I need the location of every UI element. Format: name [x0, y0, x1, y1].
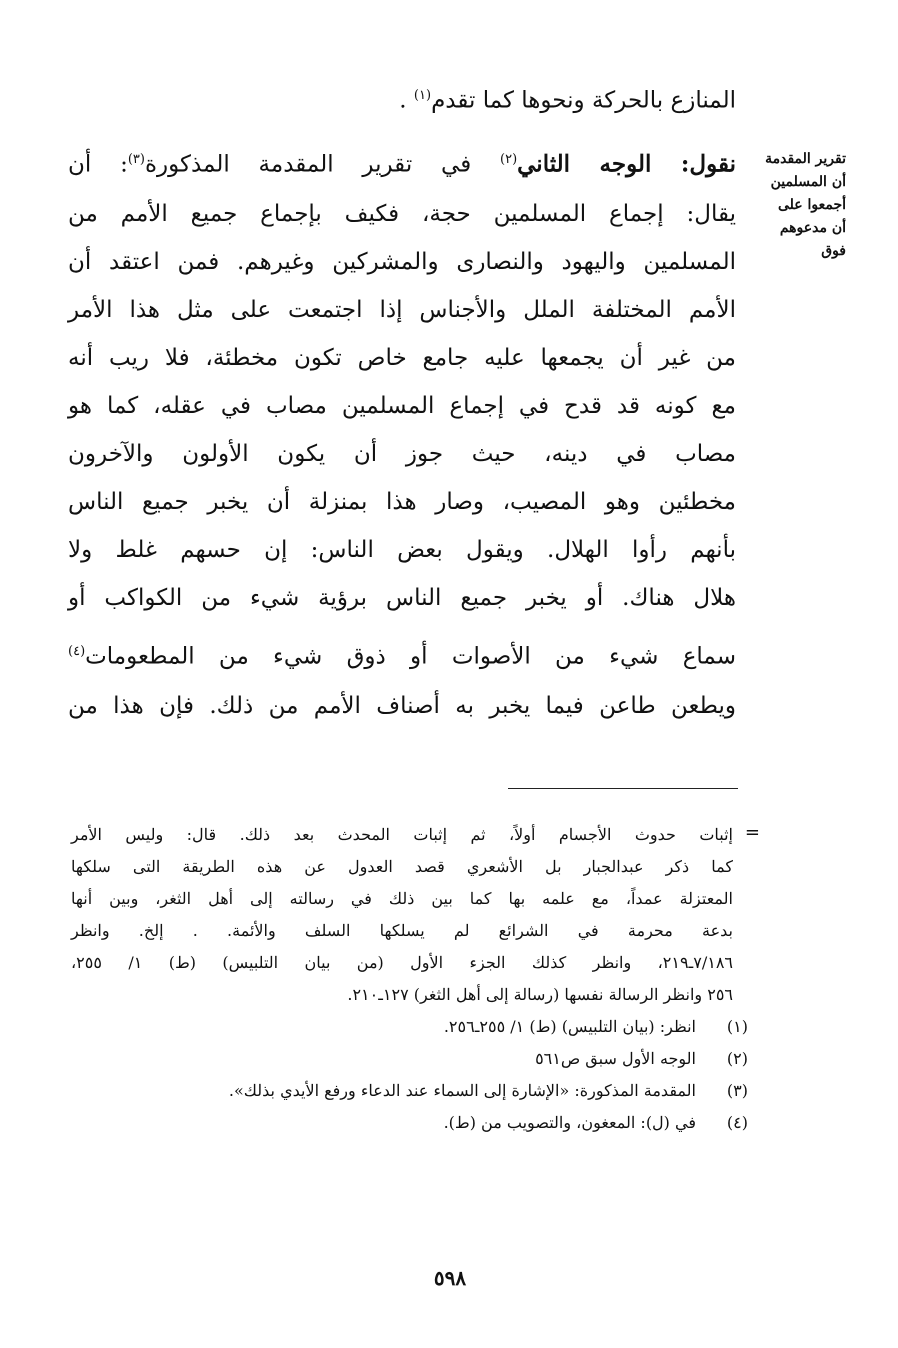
main-line-9: بأنهم رأوا الهلال. ويقول بعض الناس: إن حسهم غلط ولا	[68, 537, 736, 563]
footnote-cont-line-0: إثبات حدوث الأجسام أولاً، ثم إثبات المحدث بعد ذلك. قال: وليس الأمر	[71, 825, 733, 844]
main-line-4: الأمم المختلفة الملل والأجناس إذا اجتمعت على مثل هذا الأمر	[68, 297, 736, 323]
main-line-2: يقال: إجماع المسلمين حجة، فكيف بإجماع جميع الأمم من	[68, 201, 736, 227]
footnote-number: (٢)	[726, 1049, 748, 1068]
margin-note	[750, 148, 846, 263]
page-number: ٥٩٨	[433, 1266, 467, 1290]
footnote-ref-3: (٣)	[127, 152, 145, 167]
main-line-11: سماع شيء من الأصوات أو ذوق شيء من المطعومات$^{(٤)}$	[68, 643, 736, 670]
footnote-cont-line-3: بدعة محرمة في الشرائع لم يسلكها السلف والأئمة. . إلخ. وانظر	[71, 921, 733, 940]
footnote-text: انظر: (بيان التلبيس) (ط) ١/ ٢٥٥ـ٢٥٦.	[443, 1017, 696, 1036]
footnote-ref-2: (٢)	[500, 152, 518, 167]
footnote-number: (٣)	[726, 1081, 748, 1100]
footnote-number: (١)	[726, 1017, 748, 1036]
continuation-mark: =	[744, 822, 760, 843]
main-line-12: ويطعن طاعن فيما يخبر به أصناف الأمم من ذلك. فإن هذا من	[68, 693, 736, 719]
footnote-cont-line-4: ٧/١٨٦ـ٢١٩، وانظر كذلك الجزء الأول (من بيان التلبيس) (ط) ١/ ٢٥٥،	[71, 953, 733, 972]
margin-note-line: فوق	[821, 243, 846, 259]
footnote-ref-4: (٤)	[68, 644, 86, 659]
margin-note-line: تقرير المقدمة	[765, 151, 846, 167]
footnote-text: في (ل): المعغون، والتصويب من (ط).	[443, 1113, 696, 1132]
margin-note-line: أجمعوا على	[777, 197, 846, 213]
footnote-cont-line-2: المعتزلة عمداً، مع علمه بها كما بين ذلك في رسالته إلى أهل الثغر، وبين أنها	[71, 889, 733, 908]
footnote-ref-1: (١)	[413, 88, 432, 103]
main-line-10: هلال هناك. أو يخبر جميع الناس برؤية شيء من الكواكب أو	[68, 585, 736, 611]
footnote-cont-line-1: كما ذكر عبدالجبار بل الأشعري قصد العدول عن هذه الطريقة التى سلكها	[71, 857, 733, 876]
footnote-text: الوجه الأول سبق ص٥٦١	[535, 1049, 696, 1068]
footnote-cont-line-5: ٢٥٦ وانظر الرسالة نفسها (رسالة إلى أهل الثغر) ١٢٧ـ٢١٠.	[347, 985, 733, 1004]
main-line-0: المنازع بالحركة ونحوها كما تقدم$^{(١)}$ .	[399, 87, 736, 114]
main-line-1: نقول: الوجه الثاني$^{(٢)}$ في تقرير المقدمة المذكورة$^{(٣)}$: أن	[68, 150, 737, 178]
footnote-number: (٤)	[726, 1113, 748, 1132]
main-line-6: مع كونه قد قدح في إجماع المسلمين مصاب في عقله، كما هو	[68, 393, 736, 419]
main-line-8: مخطئين وهو المصيب، وصار هذا بمنزلة أن يخبر جميع الناس	[68, 489, 736, 515]
footnote-separator	[508, 788, 738, 789]
margin-note-line: أن مدعوهم	[779, 220, 846, 236]
main-line-3: المسلمين واليهود والنصارى والمشركين وغيرهم. فمن اعتقد أن	[68, 249, 736, 275]
main-line-7: مصاب في دينه، حيث جوز أن يكون الأولون والآخرون	[68, 441, 736, 467]
main-line-5: من غير أن يجمعها عليه جامع خاص تكون مخطئة، فلا ريب أنه	[68, 345, 736, 371]
margin-note-line: أن المسلمين	[770, 174, 846, 190]
footnote-text: المقدمة المذكورة: «الإشارة إلى السماء عند الدعاء ورفع الأيدي بذلك».	[228, 1081, 696, 1100]
